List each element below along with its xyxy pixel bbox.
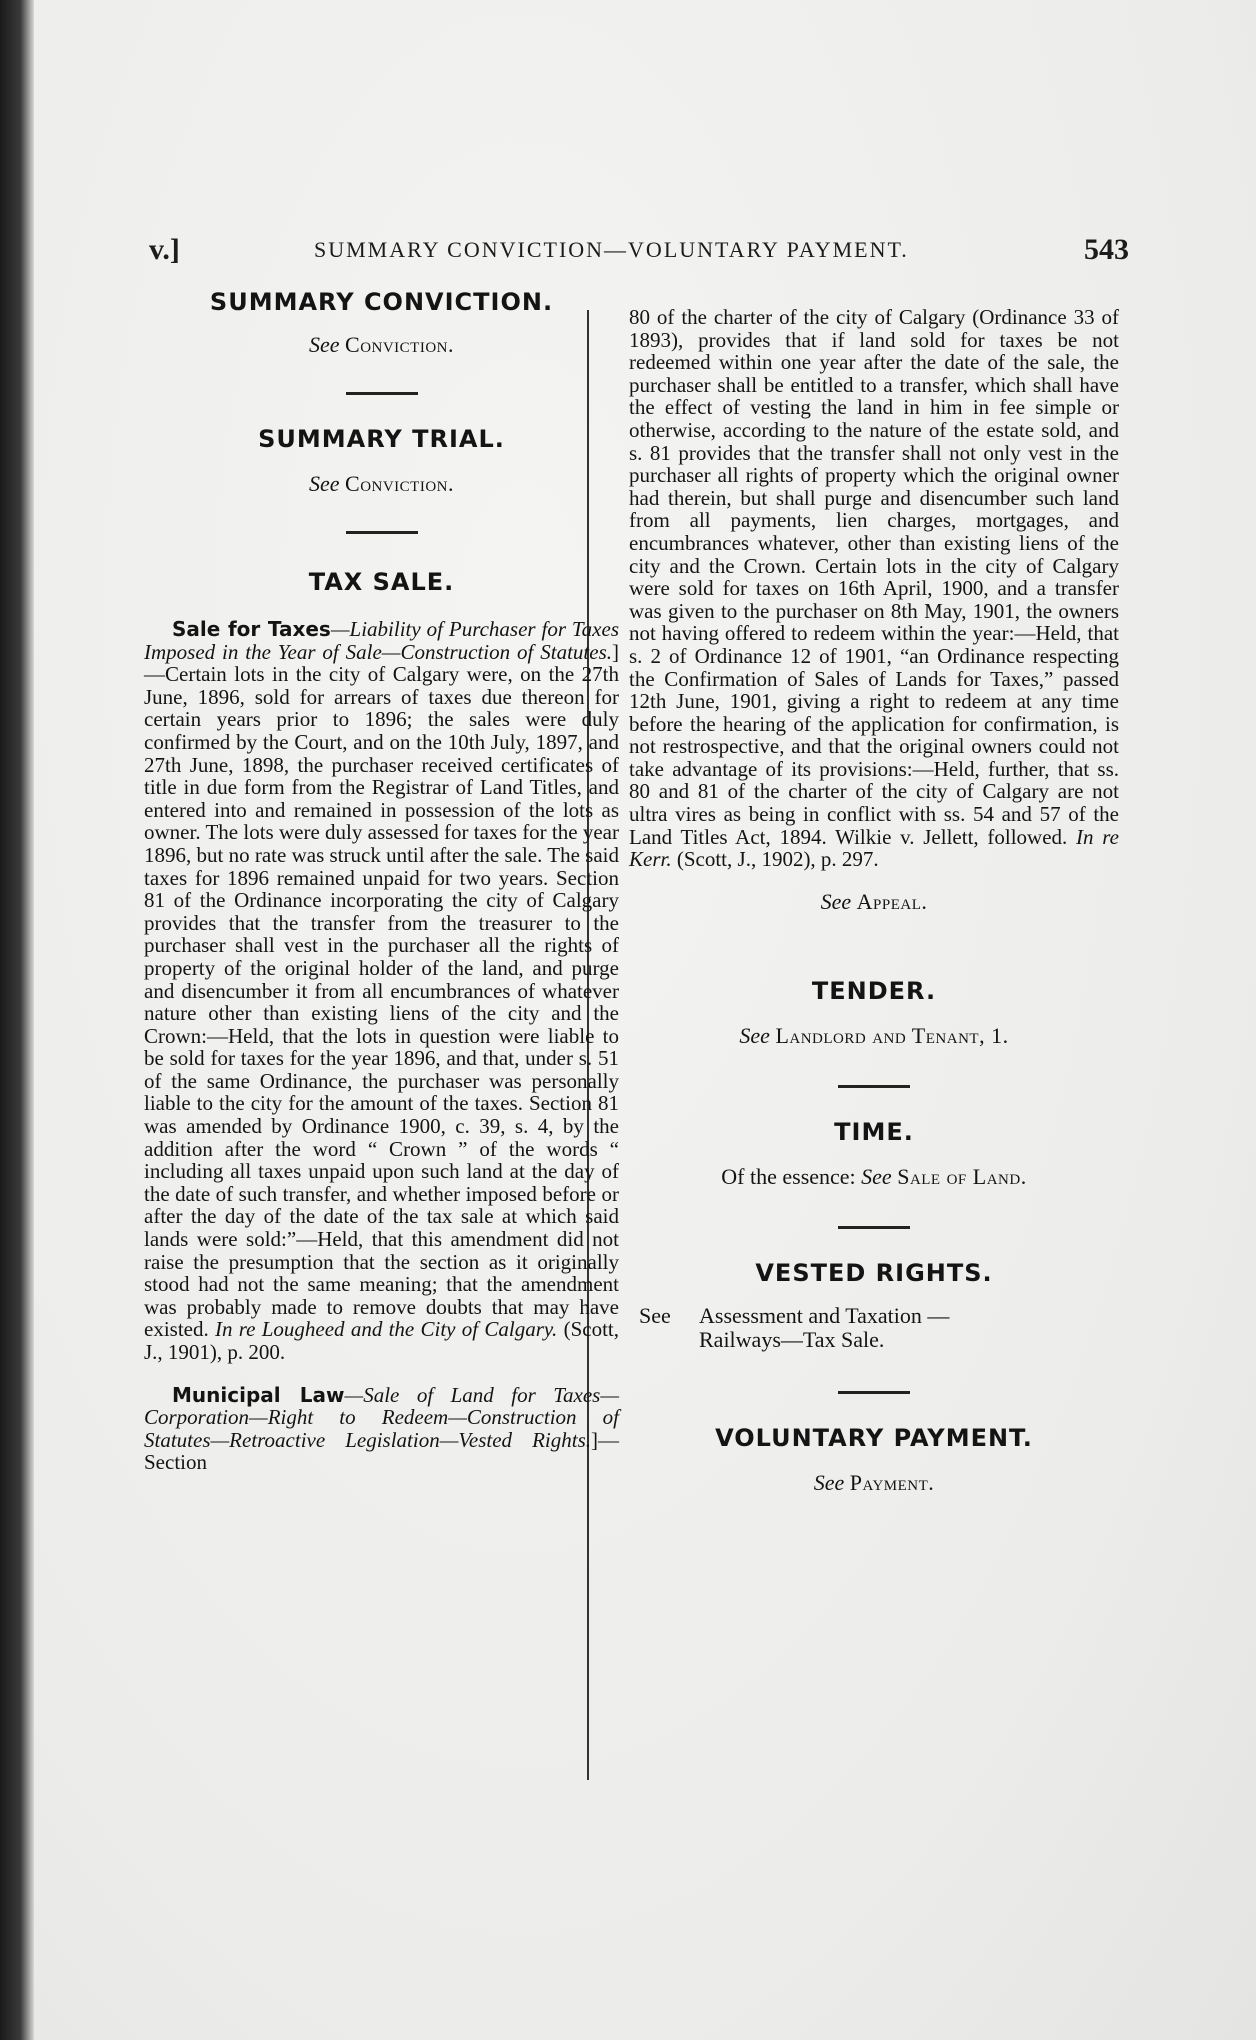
- heading-voluntary-payment: VOLUNTARY PAYMENT.: [715, 1423, 1033, 1452]
- see-word: See: [308, 332, 340, 357]
- paragraph-body: ]—Certain lots in the city of Calgary were, on the 27th June, 1896, sold for arrears of taxes due thereon for certain years prior to 1896; the sales were duly confirmed by the Court, and on the 10th July, 1897, and 27th June, 1898, the purchaser received certificates of title in due form from the Registrar of Land Titles, and entered into and remained in possession of the lots as owner. The lots were duly assessed for taxes for the year 1896, but no rate was struck until after the sale. The said taxes for 1896 remained unpaid for two years. Section 81 of the Ordinance incorporating the city of Calgary provides that the transfer from the treasurer to the purchaser shall vest in the purchaser all the rights of property of the original holder of the land, and purge and disencumber it from all encumbrances of whatever nature other than existing liens of the city and the Crown:—Held, that the lots in question were liable to be sold for taxes for the year 1896, and that, under s. 51 of the same Ordinance, the purchaser was personally liable to the city for the amount of the taxes. Section 81 was amended by Ordinance 1900, c. 39, s. 4, by the addition after the word “ Crown ” of the words “ including all taxes unpaid upon such land at the day of the date of such transfer, and whether imposed before or after the day of the date of the tax sale at which said lands were sold:”—Held, that this amendment did not raise the presumption that the section as it originally stood had not the same meaning; that the amendment was probably made to remove doubts that may have existed.: [144, 639, 619, 1342]
- right-column: [629, 306, 1119, 1496]
- scan-binding-edge: [0, 0, 34, 2040]
- heading-summary-trial: SUMMARY TRIAL.: [258, 425, 505, 453]
- paragraph-lead: Sale for Taxes: [172, 617, 331, 641]
- see-target: Sale of Land.: [897, 1163, 1027, 1189]
- see-target-line: Railways—Tax Sale.: [699, 1326, 885, 1352]
- see-word: See: [739, 1022, 770, 1048]
- left-column: [144, 288, 619, 1474]
- heading-time: TIME.: [834, 1117, 914, 1146]
- tax-sale-paragraph: [144, 618, 619, 1364]
- see-target: Appeal.: [856, 888, 928, 914]
- see-reference: [629, 1303, 1119, 1357]
- see-reference: [629, 1470, 1119, 1496]
- municipal-law-paragraph: [144, 1384, 619, 1474]
- see-reference: [144, 471, 619, 497]
- section-rule: [838, 1085, 910, 1088]
- running-title: SUMMARY CONVICTION—VOLUNTARY PAYMENT.: [314, 237, 909, 262]
- paragraph-catchwords: —Sale of Land for Taxes—Corporation—Right to Redeem—Construction of Statutes—Retroactive Legislation—Vested Rights.: [144, 1382, 619, 1452]
- heading-tender: TENDER.: [811, 976, 937, 1005]
- section-rule: [838, 1391, 910, 1394]
- see-target: Conviction.: [345, 471, 455, 496]
- see-word: See: [813, 1469, 845, 1495]
- see-target: Landlord and Tenant, 1.: [775, 1022, 1009, 1048]
- section-marker: v.]: [149, 233, 180, 266]
- see-word: See: [639, 1302, 671, 1328]
- case-citation: (Scott, J., 1901), p. 200.: [144, 1317, 619, 1364]
- see-target: Conviction.: [345, 332, 455, 357]
- section-rule: [346, 392, 418, 395]
- running-header: [149, 233, 1129, 273]
- case-name: In re Lougheed and the City of Calgary.: [215, 1317, 558, 1342]
- municipal-law-continuation: [629, 306, 1119, 871]
- paragraph-body: ]—Section: [144, 1427, 619, 1475]
- paragraph-body: 80 of the charter of the city of Calgary (Ordinance 33 of 1893), provides that if land sold for taxes be not redeemed within one year after the date of the sale, the purchaser shall be entitled to a transfer, which shall have the effect of vesting the land in him in fee simple or otherwise, according to the nature of the estate sold, and s. 81 provides that the transfer shall not only vest in the purchaser all rights of property which the original owner had therein, but shall purge and disencumber such land from all payments, lien charges, mortgages, and encumbrances whatever, other than existing liens of the city and the Crown. Certain lots in the city of Calgary were sold for taxes on 16th April, 1900, and a transfer was given to the purchaser on 8th May, 1901, the owners not having offered to redeem within the year:—Held, that s. 2 of Ordinance 12 of 1901, “an Ordinance respecting the Confirmation of Sales of Lands for Taxes,” passed 12th June, 1901, giving a right to redeem at any time before the hearing of the application for confirmation, is not restrospective, and that the original owners could not take advantage of its provisions:—Held, further, that ss. 80 and 81 of the charter of the city of Calgary are not ultra vires as being in conflict with ss. 54 and 57 of the Land Titles Act, 1894. Wilkie v. Jellett, followed.: [629, 305, 1119, 849]
- see-reference: [629, 1164, 1119, 1190]
- see-word: See: [308, 471, 340, 496]
- book-page: [34, 0, 1256, 2040]
- heading-tax-sale: TAX SALE.: [308, 568, 455, 596]
- paragraph-catchwords: —Liability of Purchaser for Taxes Imposed in the Year of Sale—Construction of Statutes.: [144, 617, 620, 664]
- heading-summary-conviction: SUMMARY CONVICTION.: [209, 288, 554, 316]
- see-reference: [144, 332, 619, 358]
- section-rule: [346, 531, 418, 534]
- see-reference: [629, 889, 1119, 915]
- case-citation: (Scott, J., 1902), p. 297.: [676, 847, 879, 872]
- case-name: In re Kerr.: [629, 824, 1119, 872]
- section-rule: [838, 1226, 910, 1229]
- see-target-line: Assessment and Taxation —: [699, 1302, 950, 1328]
- heading-vested-rights: VESTED RIGHTS.: [755, 1258, 993, 1287]
- see-target: Payment.: [849, 1469, 935, 1495]
- see-reference: [629, 1023, 1119, 1049]
- see-word: See: [820, 888, 852, 914]
- page-number: 543: [1084, 233, 1129, 266]
- paragraph-lead: Municipal Law: [172, 1382, 345, 1407]
- see-word: See: [861, 1163, 892, 1189]
- see-prefix: Of the essence:: [721, 1163, 856, 1189]
